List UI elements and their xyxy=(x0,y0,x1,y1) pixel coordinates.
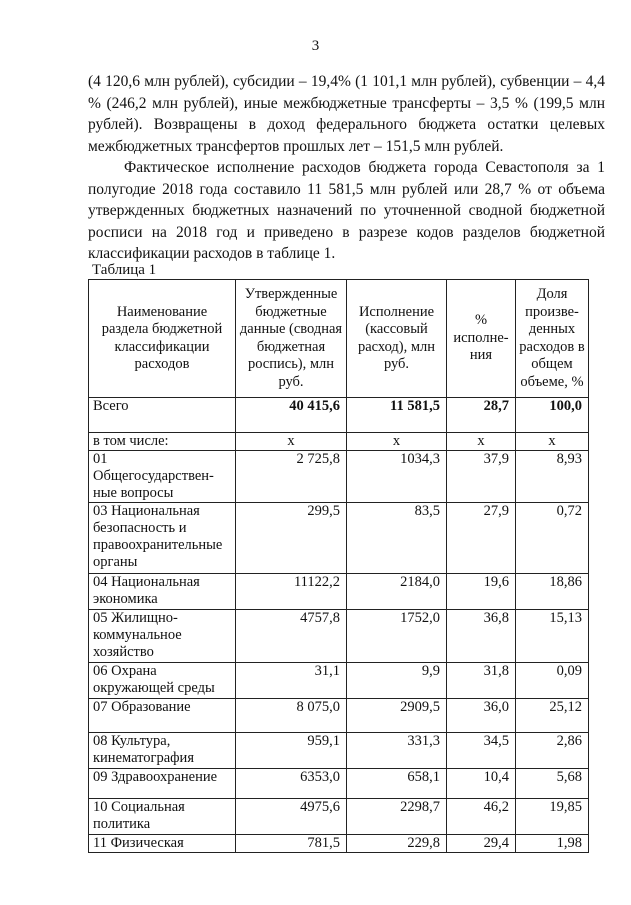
table-row xyxy=(89,663,589,699)
cell-share: 25,12 xyxy=(516,699,589,733)
page-number: 3 xyxy=(311,38,320,54)
table-row xyxy=(89,769,589,799)
cell-percent: 31,8 xyxy=(447,663,516,699)
cell-executed: 2184,0 xyxy=(347,574,447,610)
paragraph-subsidies: (4 120,6 млн рублей), субсидии – 19,4% (1 101,1 млн рублей), субвенции – 4,4 % (246,2 млн рублей), иные межбюджетные трансферты – 3,5 % (199,5 млн рублей). Возвращены в доход федерального бюджета остатки целевых межбюджетных трансфертов прошлых лет – 151,5 млн рублей. xyxy=(88,73,605,155)
cell-approved: 299,5 xyxy=(236,503,347,574)
cell-share: 5,68 xyxy=(516,769,589,799)
cell-percent: х xyxy=(447,433,516,451)
cell-executed: 229,8 xyxy=(347,835,447,853)
header-percent: % исполнения xyxy=(447,280,516,398)
cell-share: х xyxy=(516,433,589,451)
cell-executed: 83,5 xyxy=(347,503,447,574)
table-row xyxy=(89,699,589,733)
cell-share: 0,72 xyxy=(516,503,589,574)
cell-name: 11 Физическая xyxy=(89,835,236,853)
header-approved: Утвержденные бюджетные данные (сводная бюджетная роспись), млн руб. xyxy=(236,280,347,398)
cell-approved: 781,5 xyxy=(236,835,347,853)
cell-approved: 11122,2 xyxy=(236,574,347,610)
cell-name: 04 Национальная экономика xyxy=(89,574,236,610)
cell-name: 03 Национальная безопасность и правоохранительные органы xyxy=(89,503,236,574)
cell-share: 19,85 xyxy=(516,799,589,835)
table-row xyxy=(89,799,589,835)
cell-approved: 4975,6 xyxy=(236,799,347,835)
cell-percent: 10,4 xyxy=(447,769,516,799)
paragraph-execution: Фактическое исполнение расходов бюджета города Севастополя за 1 полугодие 2018 года составило 11 581,5 млн рублей или 28,7 % от объема утвержденных бюджетных назначений по уточненной сводной бюджетной росписи на 2018 год и приведено в разрезе кодов разделов бюджетной классификации расходов в таблице 1. xyxy=(88,159,605,262)
cell-executed: 11 581,5 xyxy=(347,398,447,433)
cell-percent: 36,0 xyxy=(447,699,516,733)
cell-percent: 29,4 xyxy=(447,835,516,853)
cell-percent: 34,5 xyxy=(447,733,516,769)
cell-name: 05 Жилищно-коммунальное хозяйство xyxy=(89,610,236,663)
cell-executed: 9,9 xyxy=(347,663,447,699)
table-row xyxy=(89,451,589,503)
cell-name: 08 Культура, кинематография xyxy=(89,733,236,769)
cell-percent: 46,2 xyxy=(447,799,516,835)
table-row xyxy=(89,733,589,769)
cell-percent: 19,6 xyxy=(447,574,516,610)
cell-executed: 331,3 xyxy=(347,733,447,769)
cell-name: 07 Образование xyxy=(89,699,236,733)
cell-name: в том числе: xyxy=(89,433,236,451)
cell-approved: 2 725,8 xyxy=(236,451,347,503)
cell-approved: 4757,8 xyxy=(236,610,347,663)
cell-executed: х xyxy=(347,433,447,451)
cell-share: 0,09 xyxy=(516,663,589,699)
cell-percent: 36,8 xyxy=(447,610,516,663)
cell-share: 18,86 xyxy=(516,574,589,610)
cell-executed: 1034,3 xyxy=(347,451,447,503)
table-header-row xyxy=(89,280,589,398)
cell-share: 100,0 xyxy=(516,398,589,433)
cell-name: 09 Здравоохранение xyxy=(89,769,236,799)
cell-name: Всего xyxy=(89,398,236,433)
cell-percent: 28,7 xyxy=(447,398,516,433)
cell-share: 15,13 xyxy=(516,610,589,663)
cell-name: 06 Охрана окружающей среды xyxy=(89,663,236,699)
header-section-name: Наименование раздела бюджетной классификации расходов xyxy=(89,280,236,398)
table-row xyxy=(89,574,589,610)
cell-percent: 27,9 xyxy=(447,503,516,574)
budget-table xyxy=(88,279,589,853)
cell-approved: 959,1 xyxy=(236,733,347,769)
cell-executed: 658,1 xyxy=(347,769,447,799)
cell-executed: 1752,0 xyxy=(347,610,447,663)
header-executed: Исполнение (кассовый расход), млн руб. xyxy=(347,280,447,398)
cell-name: 01 Общегосударственные вопросы xyxy=(89,451,236,503)
cell-executed: 2909,5 xyxy=(347,699,447,733)
table-caption: Таблица 1 xyxy=(92,262,157,278)
cell-approved: 40 415,6 xyxy=(236,398,347,433)
cell-name: 10 Социальная политика xyxy=(89,799,236,835)
cell-approved: х xyxy=(236,433,347,451)
cell-executed: 2298,7 xyxy=(347,799,447,835)
cell-share: 8,93 xyxy=(516,451,589,503)
table-row xyxy=(89,835,589,853)
cell-percent: 37,9 xyxy=(447,451,516,503)
table-row xyxy=(89,503,589,574)
cell-approved: 31,1 xyxy=(236,663,347,699)
cell-share: 2,86 xyxy=(516,733,589,769)
table-row-total xyxy=(89,398,589,433)
cell-approved: 6353,0 xyxy=(236,769,347,799)
header-share: Доля произведенных расходов в общем объеме, % xyxy=(516,280,589,398)
cell-approved: 8 075,0 xyxy=(236,699,347,733)
table-row xyxy=(89,610,589,663)
table-row-subheader xyxy=(89,433,589,451)
cell-share: 1,98 xyxy=(516,835,589,853)
